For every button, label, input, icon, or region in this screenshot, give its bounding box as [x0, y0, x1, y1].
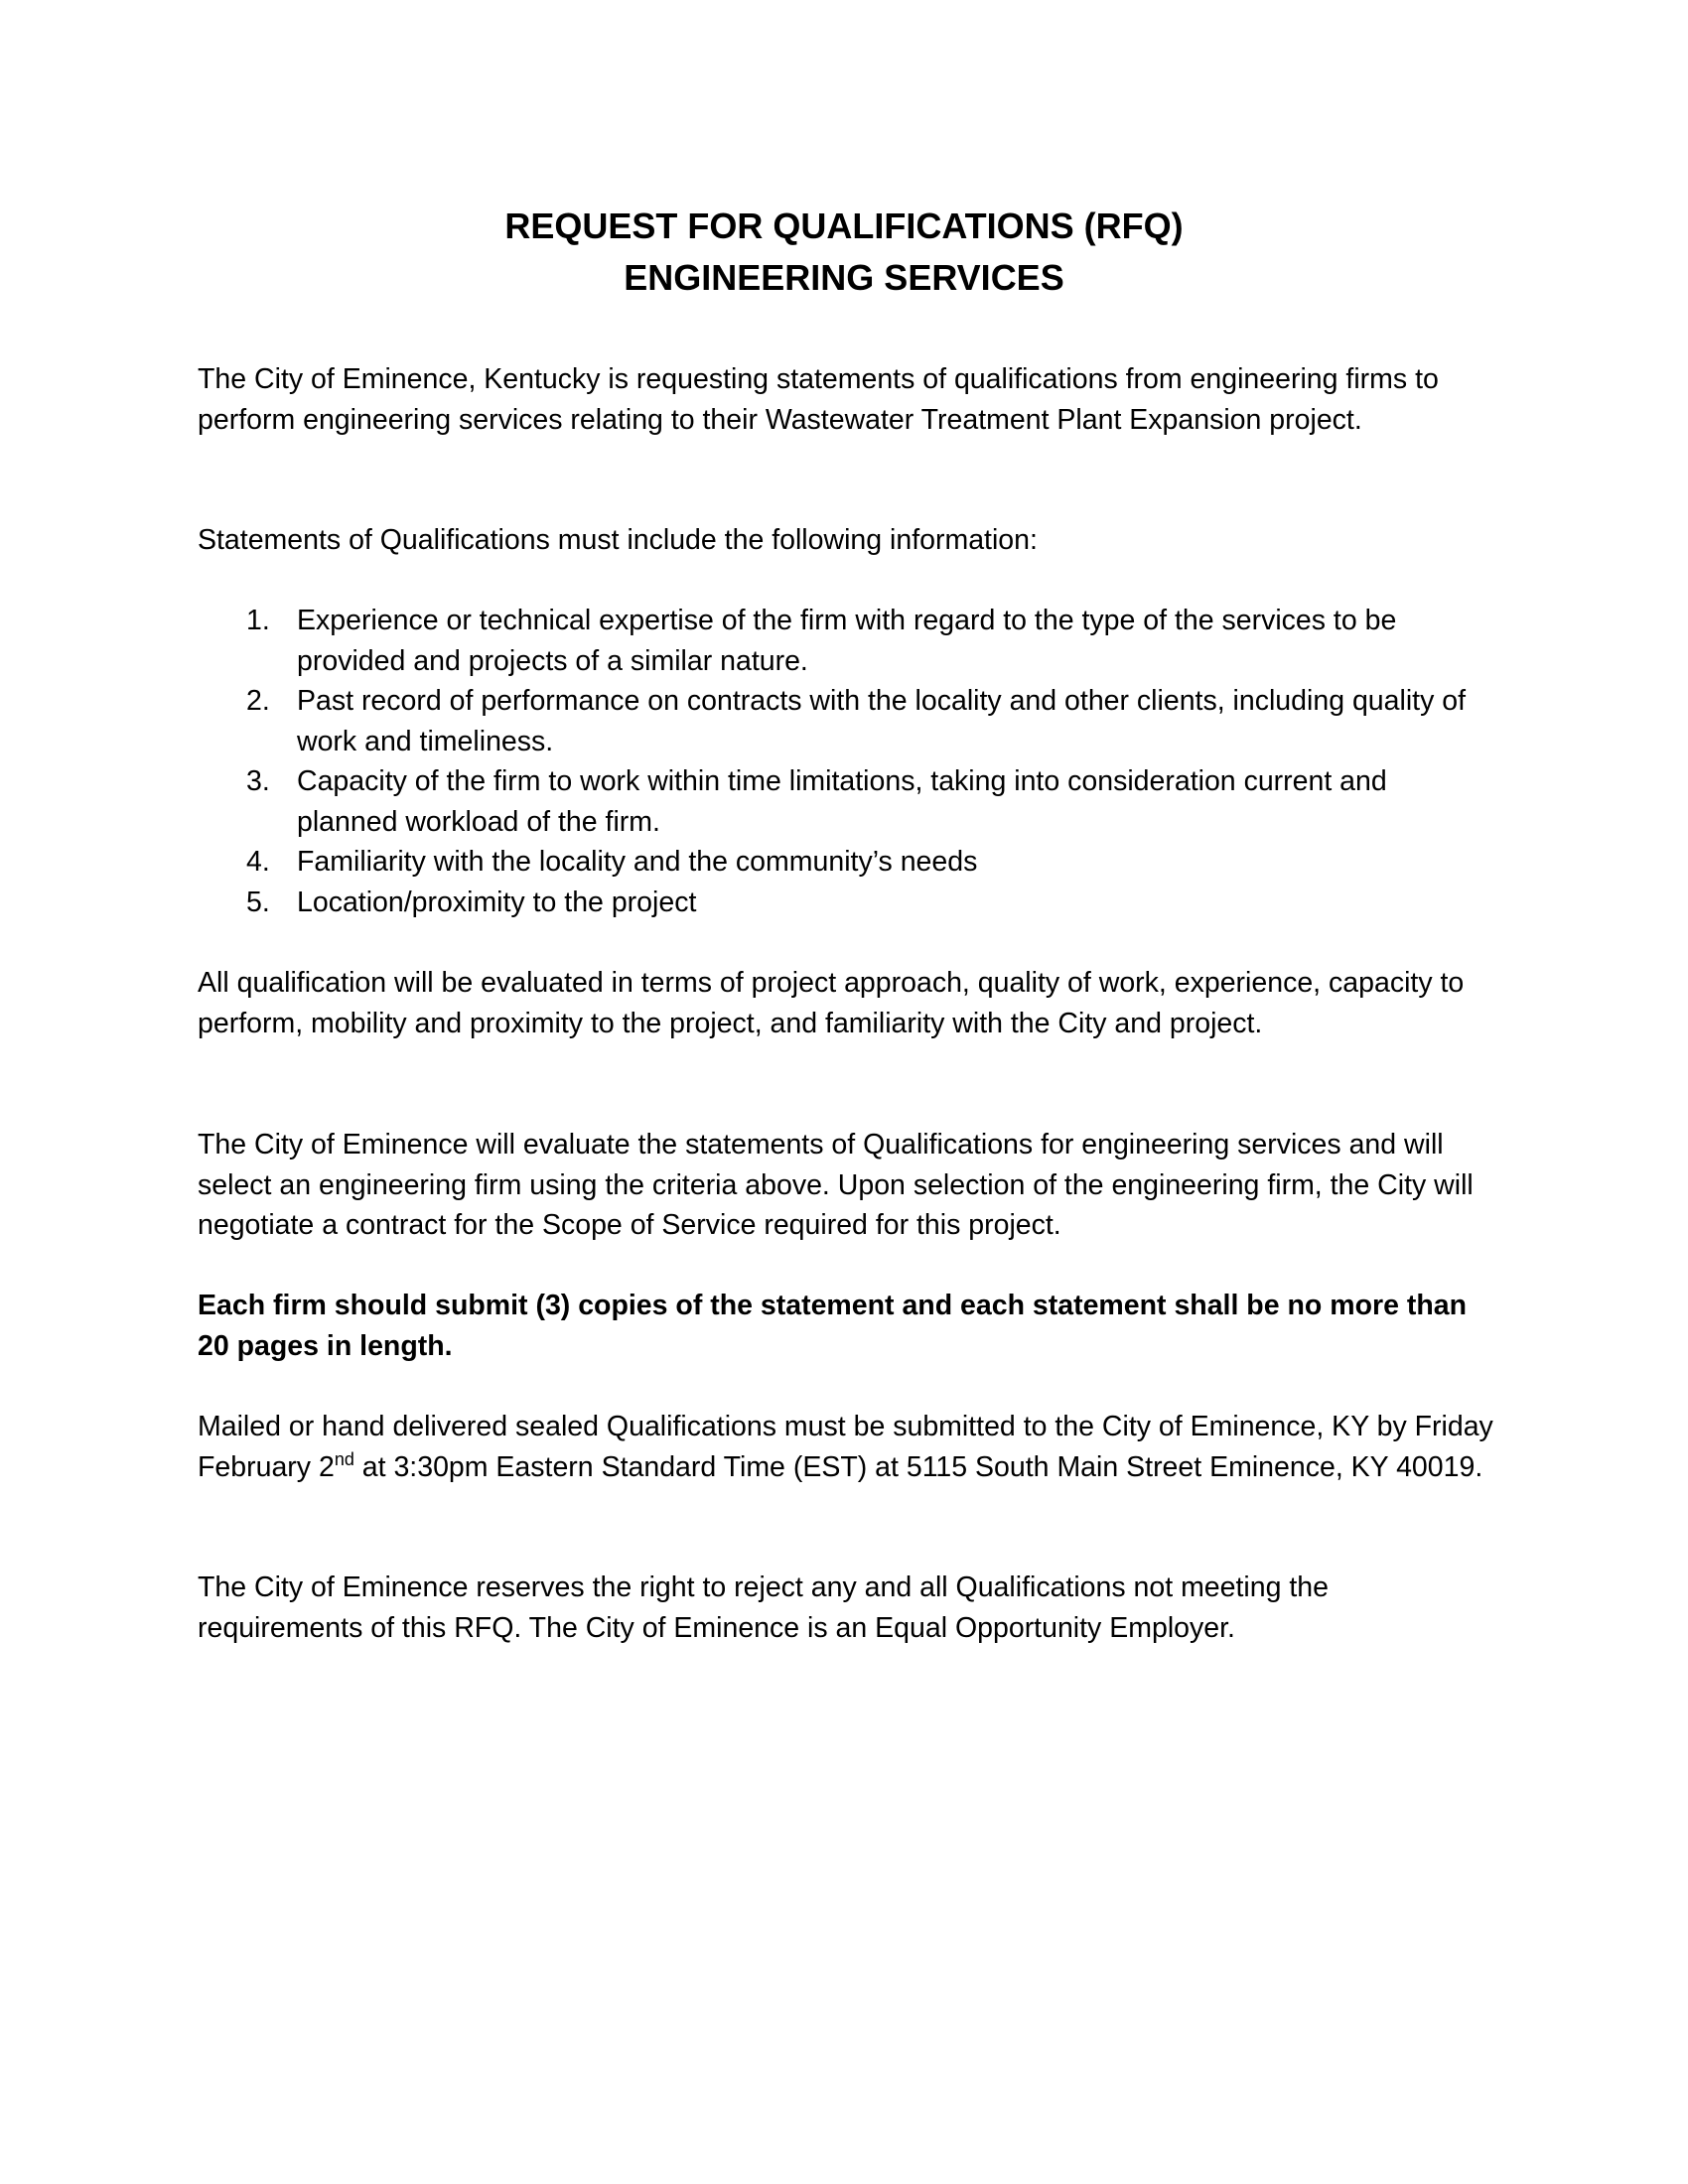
list-item-text: Capacity of the firm to work within time limitations, taking into consideration current and planned workload of the firm.	[297, 765, 1387, 838]
list-item-number: 5.	[246, 886, 270, 918]
list-intro-paragraph: Statements of Qualifications must include the following information:	[198, 524, 1038, 556]
list-item-number: 1.	[246, 605, 270, 636]
selection-paragraph: The City of Eminence will evaluate the statements of Qualifications for engineering services and will select an engineering firm using the criteria above. Upon selection of the engineering firm, the City will negotiate a contract for the Scope of Service required for this project.	[198, 1129, 1474, 1241]
submission-paragraph	[198, 1407, 1493, 1487]
submission-text-end: at 3:30pm Eastern Standard Time (EST) at 5115 South Main Street Eminence, KY 40019.	[353, 1450, 1483, 1483]
list-item-text: Experience or technical expertise of the firm with regard to the type of the services to be provided and projects of a similar nature.	[297, 605, 1397, 677]
list-item	[198, 681, 1474, 761]
list-item-number: 2.	[246, 685, 270, 717]
list-item	[198, 761, 1474, 842]
list-item	[198, 842, 1474, 883]
closing-paragraph: The City of Eminence reserves the right to reject any and all Qualifications not meeting the requirements of this RFQ. The City of Eminence is an Equal Opportunity Employer.	[198, 1571, 1329, 1644]
list-item	[198, 601, 1474, 681]
list-item-text: Familiarity with the locality and the community’s needs	[297, 846, 978, 878]
list-item-text: Past record of performance on contracts with the locality and other clients, including quality of work and timeliness.	[297, 685, 1467, 757]
list-item-text: Location/proximity to the project	[297, 886, 697, 918]
ordinal-suffix: nd	[334, 1448, 354, 1469]
requirements-list	[198, 601, 1493, 922]
document-title-line-1: REQUEST FOR QUALIFICATIONS (RFQ)	[504, 205, 1184, 246]
submission-text-start: Mailed or hand delivered sealed Qualifications must be submitted to the City of Eminence, KY by Friday February 2	[198, 1411, 1493, 1483]
copies-notice-paragraph: Each firm should submit (3) copies of the statement and each statement shall be no more than 20 pages in length.	[198, 1290, 1467, 1362]
intro-paragraph: The City of Eminence, Kentucky is requesting statements of qualifications from engineering firms to perform engineering services relating to their Wastewater Treatment Plant Expansion project.	[198, 363, 1439, 436]
document-title-line-2: ENGINEERING SERVICES	[624, 257, 1064, 298]
list-item-number: 4.	[246, 846, 270, 878]
list-item	[198, 883, 1474, 923]
list-item-number: 3.	[246, 765, 270, 797]
evaluation-paragraph: All qualification will be evaluated in terms of project approach, quality of work, experience, capacity to perform, mobility and proximity to the project, and familiarity with the City and project.	[198, 967, 1465, 1039]
